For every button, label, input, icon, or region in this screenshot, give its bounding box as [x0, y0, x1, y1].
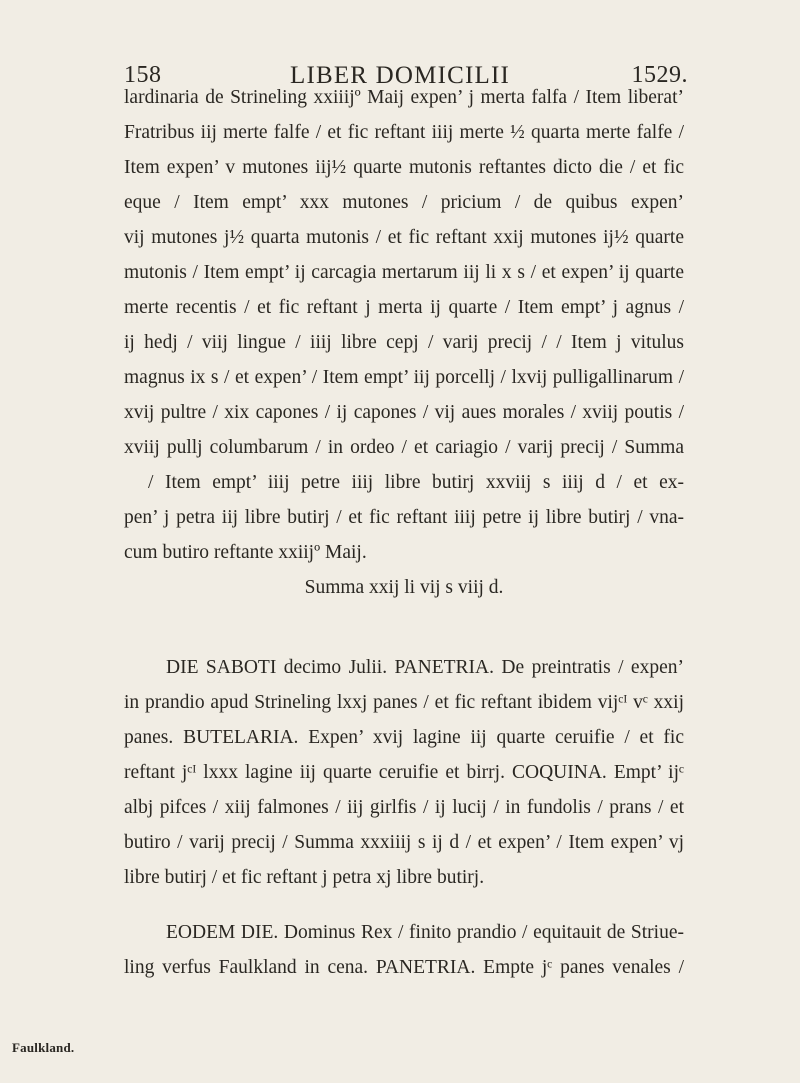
text-line: cum butiro reftante xxiijº Maij. [124, 542, 367, 563]
text-line: ij hedj / viij lingue / iiij libre cepj / varij precij / / Item j vitulus [124, 332, 684, 353]
text-line: libre butirj / et fic reftant j petra xj libre butirj. [124, 867, 485, 888]
summa-line: Summa xxij li vij s viij d. [304, 577, 504, 598]
text-line: DIE SABOTI decimo Julii. PANETRIA. De preintratis / expen’ [166, 657, 684, 678]
text-line: magnus ix s / et expen’ / Item empt’ iij porcellj / lxvij pulligallinarum / [124, 367, 684, 388]
text-line: panes. BUTELARIA. Expen’ xvij lagine iij quarte ceruifie / et fic [124, 727, 684, 748]
text-line: EODEM DIE. Dominus Rex / finito prandio / equitauit de Striue- [166, 922, 684, 943]
year: 1529. [631, 62, 688, 88]
text-line: Fratribus iij merte falfe / et fic reftant iiij merte ½ quarta merte falfe / [124, 122, 684, 143]
margin-note: Faulkland. [12, 1040, 75, 1055]
text-line: pen’ j petra iij libre butirj / et fic reftant iiij petre ij libre butirj / vna- [124, 507, 684, 528]
text-line: eque / Item empt’ xxx mutones / pricium / de quibus expen’ [124, 192, 684, 213]
text-line: merte recentis / et fic reftant j merta ij quarte / Item empt’ j agnus / [124, 297, 684, 318]
text-line: in prandio apud Strineling lxxj panes / et fic reftant ibidem vijᶜᴵ vᶜ xxij [124, 692, 684, 713]
text-line: butiro / varij precij / Summa xxxiiij s ij d / et expen’ / Item expen’ vj [124, 832, 684, 853]
text-line: Item expen’ v mutones iij½ quarte mutonis reftantes dicto die / et fic [124, 157, 684, 178]
page-number: 158 [124, 62, 162, 88]
text-line: lardinaria de Strineling xxiiijº Maij expen’ j merta falfa / Item liberat’ [124, 87, 684, 108]
text-line: xviij pullj columbarum / in ordeo / et cariagio / varij precij / Summa [124, 437, 684, 458]
text-line: xvij pultre / xix capones / ij capones / vij aues morales / xviij poutis / [124, 402, 684, 423]
text-line: ling verfus Faulkland in cena. PANETRIA. Empte jᶜ panes venales / [124, 957, 684, 978]
text-line: vij mutones j½ quarta mutonis / et fic reftant xxij mutones ij½ quarte [124, 227, 684, 248]
text-line: reftant jᶜᴵ lxxx lagine iij quarte ceruifie et birrj. COQUINA. Empt’ ijᶜ [124, 762, 684, 783]
text-line: albj pifces / xiij falmones / iij girlfis / ij lucij / in fundolis / prans / et [124, 797, 684, 818]
text-line: mutonis / Item empt’ ij carcagia mertarum iij li x s / et expen’ ij quarte [124, 262, 684, 283]
text-line: / Item empt’ iiij petre iiij libre butirj xxviij s iiij d / et ex- [148, 472, 684, 493]
running-title: LIBER DOMICILII [289, 62, 511, 89]
